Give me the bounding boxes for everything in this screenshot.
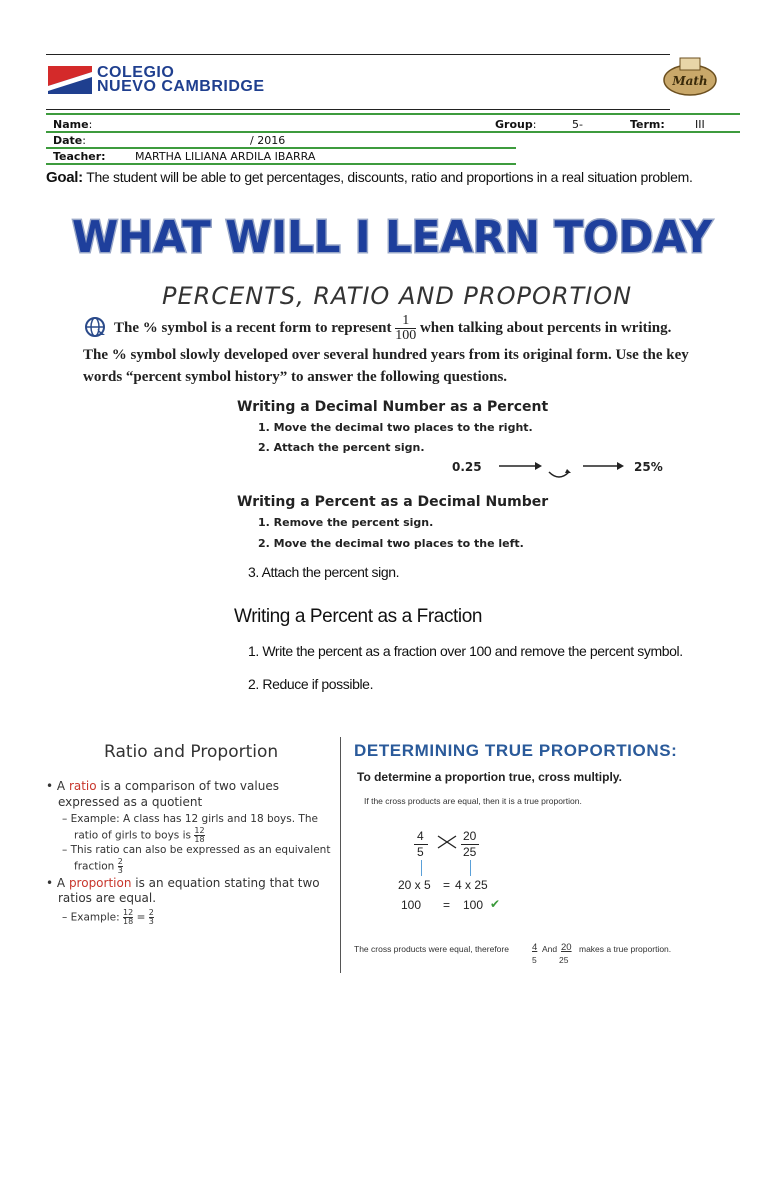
ratio-example-1: – Example: A class has 12 girls and 18 boys. The <box>62 813 318 825</box>
tp-d2: 25 <box>463 845 477 859</box>
proportion-bullet: • A proportion is an equation stating that two <box>46 876 320 890</box>
percent-to-decimal-step-2: 2. Move the decimal two places to the left. <box>258 537 524 550</box>
tp-conclusion-frac2-den: 25 <box>559 955 569 965</box>
name-label: Name: <box>53 118 93 131</box>
true-proportions-subtitle: To determine a proportion true, cross multiply. <box>357 770 622 784</box>
ratio-proportion-title: Ratio and Proportion <box>104 742 279 762</box>
true-proportions-title: DETERMINING TRUE PROPORTIONS: <box>354 741 678 760</box>
proportion-fraction-right: $\frac{2}{3}$ <box>148 908 154 926</box>
percent-to-decimal-step-1: 1. Remove the percent sign. <box>258 516 434 529</box>
tp-conclusion-frac1-den: 5 <box>532 955 537 965</box>
true-proportions-note: If the cross products are equal, then it is a true proportion. <box>364 796 582 806</box>
group-label: Group: <box>495 118 537 131</box>
teacher-value: MARTHA LILIANA ARDILA IBARRA <box>135 150 316 163</box>
goal-label: Goal: <box>46 169 83 186</box>
term-value: III <box>695 118 705 131</box>
ratio-example-1-line-2: ratio of girls to boys is $\frac{12}{18}$ <box>74 826 205 844</box>
ratio-fraction-2-3: $\frac{2}{3}$ <box>117 857 123 875</box>
tp-conclusion-and: And <box>542 944 558 954</box>
percent-to-decimal-title: Writing a Percent as a Decimal Number <box>237 494 549 510</box>
green-rule-4 <box>46 163 516 165</box>
tp-arrow-right <box>470 860 471 876</box>
decimal-to-percent-step-1: 1. Move the decimal two places to the right. <box>258 421 533 434</box>
date-value: / 2016 <box>250 134 286 147</box>
term-label: Term: <box>630 118 665 131</box>
headline-text: WHAT WILL I LEARN TODAY <box>72 212 714 263</box>
ratio-example-2-line-2: fraction $\frac{2}{3}$ <box>74 857 123 875</box>
one-hundredth-fraction: $\frac{1}{100}$ <box>395 313 417 343</box>
ratio-bullet: • A ratio is a comparison of two values <box>46 779 279 793</box>
decimal-to-percent-title: Writing a Decimal Number as a Percent <box>237 399 549 415</box>
tp-row2-right: 100 <box>463 898 484 912</box>
school-name-line1: COLEGIO <box>97 64 175 81</box>
percent-to-fraction-step-1: 1. Write the percent as a fraction over 100 and remove the percent symbol. <box>248 643 683 659</box>
tp-row2-eq: = <box>443 898 451 912</box>
date-label: Date: <box>53 134 86 147</box>
cross-multiply-icon <box>436 832 458 852</box>
percent-to-fraction-title: Writing a Percent as a Fraction <box>234 606 483 627</box>
checkmark-icon: ✔ <box>490 897 501 911</box>
tp-conclusion-end: makes a true proportion. <box>579 944 672 954</box>
group-value: 5- <box>572 118 583 131</box>
school-logo-icon <box>48 66 92 94</box>
tp-d1: 5 <box>417 845 424 859</box>
tp-n2: 20 <box>463 829 477 843</box>
headline <box>0 208 768 264</box>
percent-to-fraction-step-2: 2. Reduce if possible. <box>248 676 374 692</box>
tp-conclusion-frac2-num: 20 <box>561 942 572 953</box>
teacher-label: Teacher: <box>53 150 106 163</box>
school-name <box>97 66 265 94</box>
ratio-example-2: – This ratio can also be expressed as an equivalent <box>62 844 331 856</box>
school-name-line2: NUEVO CAMBRIDGE <box>97 78 265 95</box>
header-rule <box>46 109 670 110</box>
decimal-example-to: 25% <box>634 460 663 474</box>
tp-n1: 4 <box>417 829 424 843</box>
conversion-arrows-icon <box>497 458 627 484</box>
tp-conclusion: The cross products were equal, therefore <box>354 944 509 954</box>
proportion-bullet-line-2: ratios are equal. <box>58 891 157 905</box>
section-title: PERCENTS, RATIO AND PROPORTION <box>162 282 633 310</box>
math-badge-icon <box>662 56 718 98</box>
column-divider <box>340 737 341 973</box>
top-rule <box>46 54 670 55</box>
percent-to-decimal-step-3: 3. Attach the percent sign. <box>248 564 400 580</box>
decimal-to-percent-step-2: 2. Attach the percent sign. <box>258 441 425 454</box>
intro-line-1: The % symbol is a recent form to represent $\frac{1}{100}$ when talking about percents in writing. <box>114 313 672 343</box>
decimal-example-from: 0.25 <box>452 460 482 474</box>
math-badge-text: Math <box>672 74 708 88</box>
proportion-example: – Example: $\frac{12}{18}$ = $\frac{2}{3}$ <box>62 908 154 926</box>
tp-arrow-left <box>421 860 422 876</box>
goal-statement <box>46 168 736 187</box>
ratio-fraction-12-18: $\frac{12}{18}$ <box>194 826 205 844</box>
tp-row1-eq: = <box>443 878 451 892</box>
globe-icon <box>84 316 106 338</box>
tp-conclusion-frac1-num: 4 <box>532 942 538 953</box>
intro-line-3: words “percent symbol history” to answer the following questions. <box>83 369 508 385</box>
tp-row2-left: 100 <box>401 898 422 912</box>
goal-text: The student will be able to get percentages, discounts, ratio and proportions in a real situation problem. <box>86 169 693 185</box>
green-rule-1 <box>46 113 740 115</box>
intro-line-2: The % symbol slowly developed over several hundred years from its original form. Use the key <box>83 347 689 363</box>
tp-row1-right: 4 x 25 <box>455 878 488 892</box>
green-rule-2 <box>46 131 740 133</box>
proportion-fraction-left: $\frac{12}{18}$ <box>123 908 134 926</box>
green-rule-3 <box>46 147 516 149</box>
tp-row1-left: 20 x 5 <box>398 878 431 892</box>
ratio-bullet-line-2: expressed as a quotient <box>58 795 203 809</box>
